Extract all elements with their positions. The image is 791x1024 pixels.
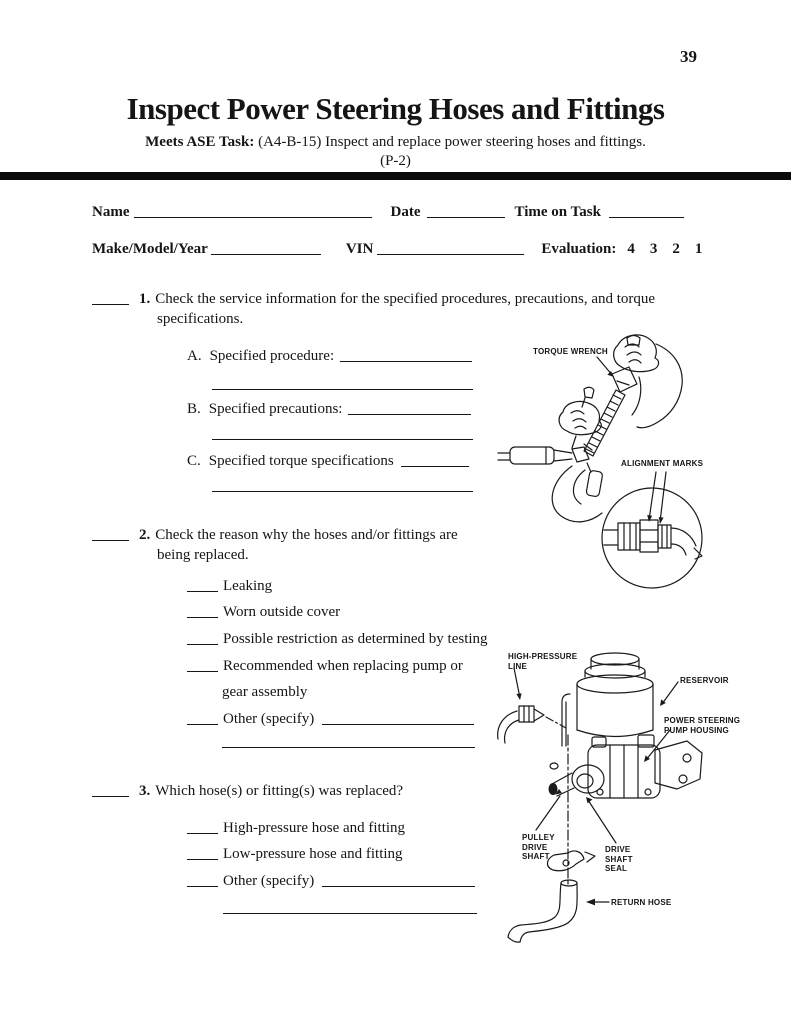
checkbox-blank <box>187 656 218 672</box>
vin-blank <box>377 239 524 255</box>
header-row-2 <box>92 239 702 259</box>
task-3-writein-line <box>223 913 477 914</box>
task-2-option-recommended <box>187 656 463 676</box>
task-2-option-restriction <box>187 629 488 649</box>
subitem-b-writein-line <box>212 439 473 440</box>
divider-rule <box>0 172 791 180</box>
checkbox-blank <box>187 629 218 645</box>
task-2-option-leaking <box>187 576 272 596</box>
checkbox-blank <box>187 871 218 887</box>
subitem-b-letter: B. <box>187 401 201 417</box>
subitem-c-label: Specified torque specifications <box>208 453 394 469</box>
task-2-option-recommended-line2: gear assembly <box>222 684 308 700</box>
ase-task-text: (A4-B-15) Inspect and replace power steering hoses and fittings. <box>258 134 646 150</box>
subitem-b-label: Specified precautions: <box>208 401 343 417</box>
task-2-text-line2: being replaced. <box>157 547 249 563</box>
option-label: Other (specify) <box>223 873 315 889</box>
task-2-number: 2. <box>139 527 151 543</box>
make-model-year-blank <box>211 239 321 255</box>
task-3-row <box>92 781 403 801</box>
date-label: Date <box>390 204 421 220</box>
other-specify-blank <box>322 871 475 887</box>
task-2-text: Check the reason why the hoses and/or fittings are <box>155 527 458 543</box>
option-label: Possible restriction as determined by testing <box>223 631 488 647</box>
alignment-marks-label: ALIGNMENT MARKS <box>621 459 704 468</box>
pump-housing-label: POWER STEERING PUMP HOUSING <box>664 716 741 735</box>
checkbox-blank <box>187 576 218 592</box>
task-3-number: 3. <box>139 783 151 799</box>
subitem-b-row <box>187 399 471 419</box>
torque-wrench-label: TORQUE WRENCH <box>533 347 608 356</box>
task-1-text: Check the service information for the specified procedures, precautions, and torque <box>155 291 656 307</box>
torque-wrench-diagram <box>488 332 790 604</box>
evaluation-score-1: 1 <box>694 241 703 257</box>
vin-label: VIN <box>345 241 374 257</box>
checkbox-blank <box>187 709 218 725</box>
time-on-task-blank <box>609 202 684 218</box>
pulley-drive-shaft-label: PULLEY DRIVE SHAFT <box>522 833 555 861</box>
date-blank <box>427 202 505 218</box>
return-hose-label: RETURN HOSE <box>611 898 672 907</box>
option-label: Worn outside cover <box>223 604 341 620</box>
task-3-option-high-pressure <box>187 818 405 838</box>
subitem-c-writein-line <box>212 491 473 492</box>
checkbox-blank <box>187 818 218 834</box>
header-row-1 <box>92 202 684 222</box>
other-specify-blank <box>322 709 474 725</box>
task-2-row <box>92 525 458 545</box>
subitem-a-label: Specified procedure: <box>209 348 335 364</box>
subitem-a-row <box>187 346 472 366</box>
subitem-c-row <box>187 451 469 471</box>
subitem-a-writein-line <box>212 389 473 390</box>
task-1-text-line2: specifications. <box>157 311 244 327</box>
option-label: Low-pressure hose and fitting <box>223 846 403 862</box>
option-label: Recommended when replacing pump or <box>223 658 463 674</box>
checkbox-blank <box>187 844 218 860</box>
task-1-row <box>92 289 655 309</box>
option-label: Leaking <box>223 578 273 594</box>
evaluation-score-4: 4 <box>627 241 635 257</box>
name-blank <box>134 202 372 218</box>
option-label: Other (specify) <box>223 711 315 727</box>
ase-task-label: Meets ASE Task: <box>145 134 255 150</box>
ase-task-line <box>0 132 791 152</box>
page-number: 39 <box>680 47 697 66</box>
task-2-option-other <box>187 709 474 729</box>
subitem-c-letter: C. <box>187 453 201 469</box>
task-2-status-blank <box>92 525 129 541</box>
high-pressure-line-label: HIGH-PRESSURE LINE <box>508 652 578 671</box>
task-2-option-worn-cover <box>187 602 340 622</box>
task-3-text: Which hose(s) or fitting(s) was replaced? <box>155 783 404 799</box>
subitem-a-letter: A. <box>187 348 202 364</box>
task-2-writein-line <box>222 747 475 748</box>
subitem-a-blank <box>340 346 472 362</box>
evaluation-label: Evaluation: <box>541 241 617 257</box>
time-on-task-label: Time on Task <box>514 204 601 220</box>
subitem-b-blank <box>348 399 471 415</box>
task-3-status-blank <box>92 781 129 797</box>
task-1-status-blank <box>92 289 129 305</box>
priority-label: (P-2) <box>380 153 411 169</box>
option-label: High-pressure hose and fitting <box>223 820 406 836</box>
reservoir-label: RESERVOIR <box>680 676 729 685</box>
task-3-option-low-pressure <box>187 844 403 864</box>
evaluation-score-2: 2 <box>672 241 680 257</box>
task-3-option-other <box>187 871 475 891</box>
task-1-number: 1. <box>139 291 151 307</box>
power-steering-pump-diagram <box>492 642 788 954</box>
page-title: Inspect Power Steering Hoses and Fittings <box>126 91 665 126</box>
checkbox-blank <box>187 602 218 618</box>
drive-shaft-seal-label: DRIVE SHAFT SEAL <box>605 845 633 873</box>
name-label: Name <box>92 204 130 220</box>
make-model-year-label: Make/Model/Year <box>92 241 208 257</box>
evaluation-score-3: 3 <box>649 241 658 257</box>
subitem-c-blank <box>401 451 469 467</box>
